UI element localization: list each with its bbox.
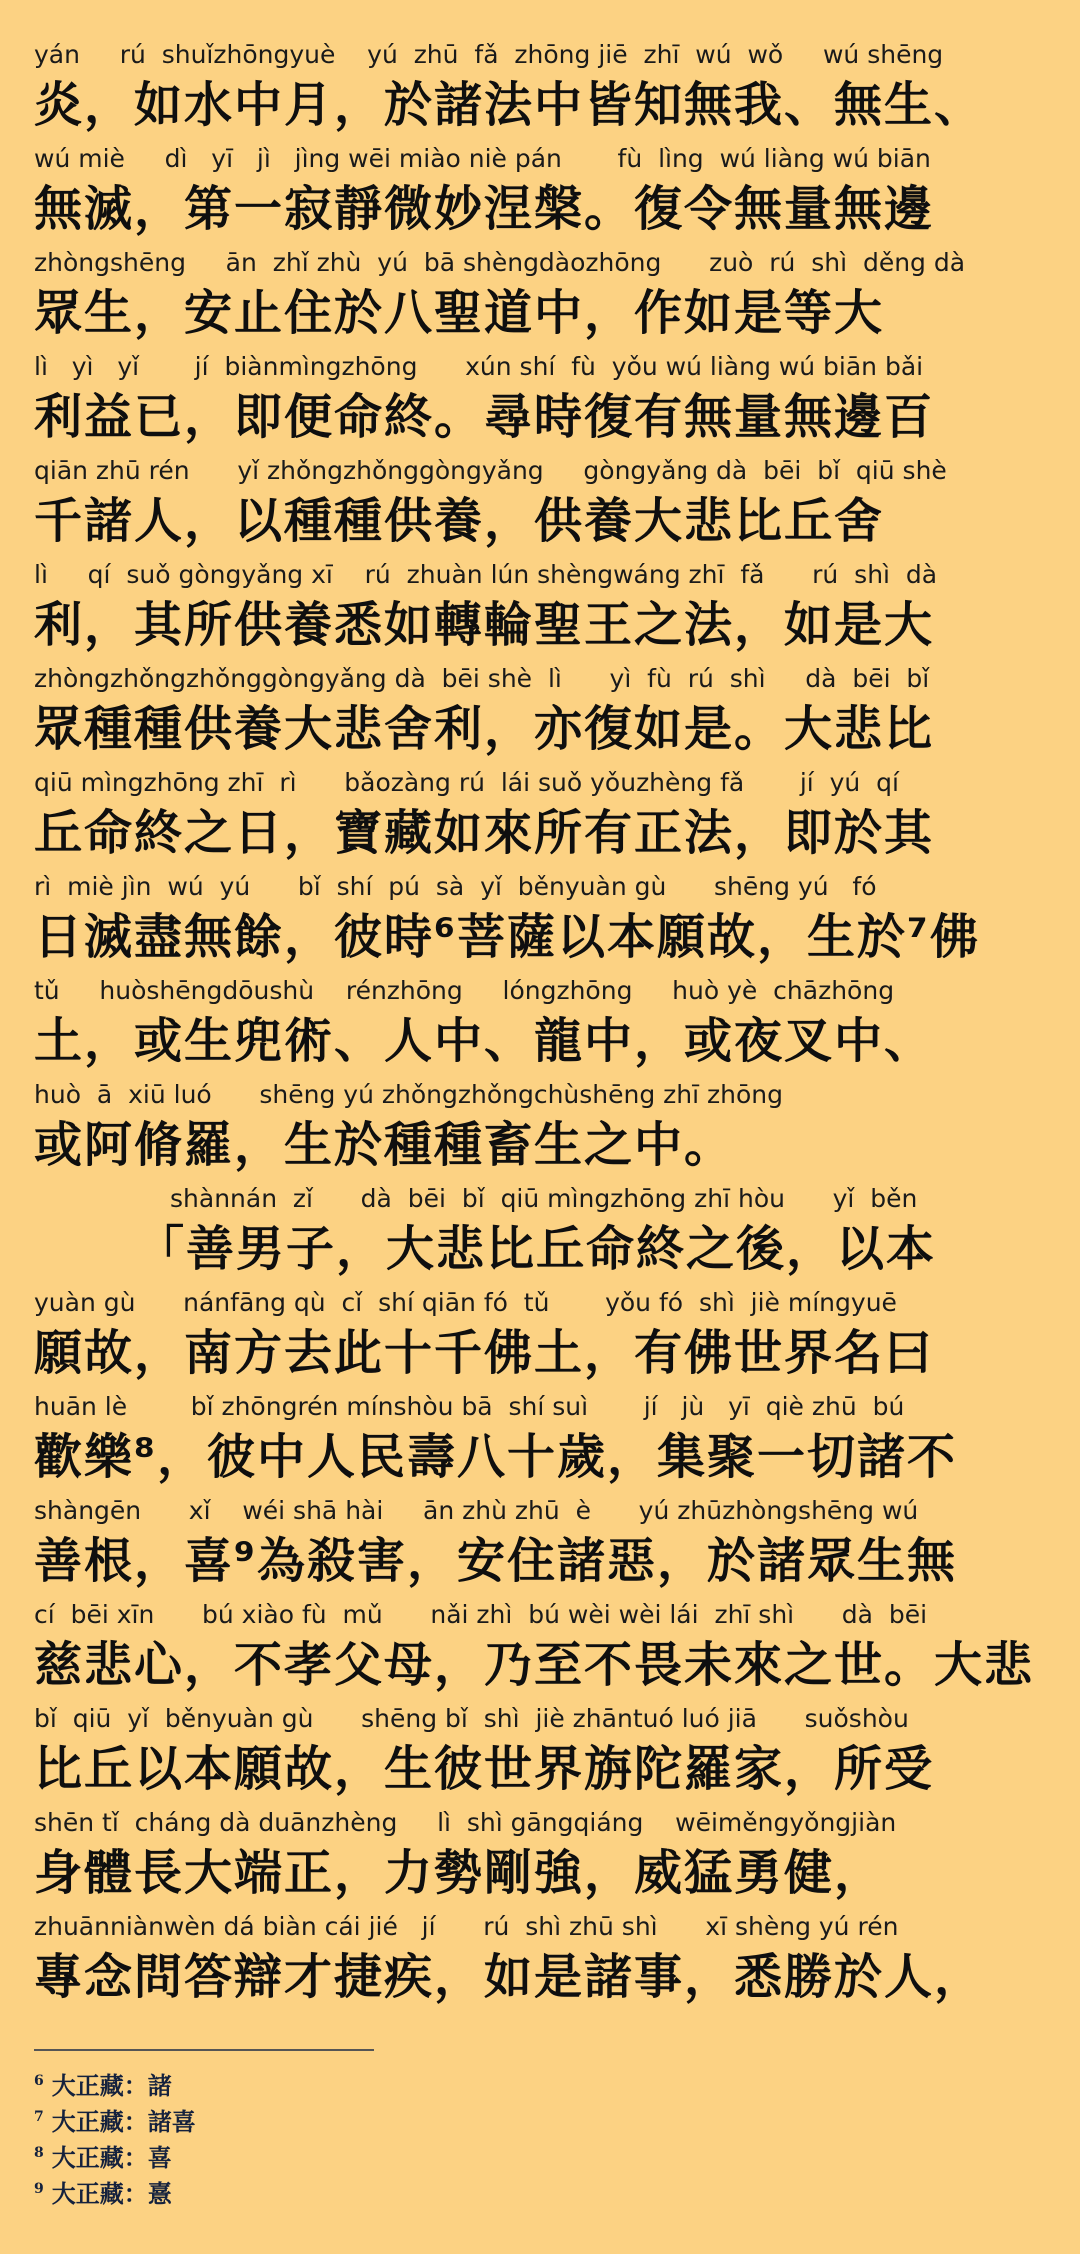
footnote-number: 7 bbox=[34, 2109, 44, 2125]
footnote-7 bbox=[34, 2100, 196, 2134]
text-line-16 bbox=[34, 1598, 1046, 1696]
hanzi-line: 慈悲心，不孝父母，乃至不畏未來之世。大悲 bbox=[34, 1637, 1035, 1693]
footnote-number: 6 bbox=[34, 2073, 44, 2089]
text-line-5 bbox=[34, 454, 1046, 552]
pinyin-line: shàngēn xǐ wéi shā hài ān zhù zhū è yú zhūzhòngshēng wú bbox=[34, 1496, 919, 1525]
hanzi-line: 土，或生兜術、人中、龍中，或夜叉中、 bbox=[34, 1013, 935, 1069]
hanzi-line: 或阿脩羅，生於種種畜生之中。 bbox=[34, 1117, 735, 1173]
pinyin-line: zhòngzhǒngzhǒnggòngyǎng dà bēi shè lì yì fù rú shì dà bēi bǐ bbox=[34, 664, 930, 693]
pinyin-line: shànnán zǐ dà bēi bǐ qiū mìngzhōng zhī hòu yǐ běn bbox=[170, 1184, 918, 1213]
text-line-10 bbox=[34, 974, 1046, 1072]
hanzi-line: 「善男子，大悲比丘命終之後，以本 bbox=[136, 1221, 937, 1277]
hanzi-line: 千諸人，以種種供養，供養大悲比丘舍 bbox=[34, 493, 885, 549]
text-line-9 bbox=[34, 870, 1046, 968]
pinyin-line: qiū mìngzhōng zhī rì bǎozàng rú lái suǒ yǒuzhèng fǎ jí yú qí bbox=[34, 768, 899, 797]
pinyin-line: cí bēi xīn bú xiào fù mǔ nǎi zhì bú wèi wèi lái zhī shì dà bēi bbox=[34, 1600, 928, 1629]
text-line-1 bbox=[34, 38, 1046, 136]
footnote-number: 9 bbox=[34, 2181, 44, 2197]
pinyin-line: qiān zhū rén yǐ zhǒngzhǒnggòngyǎng gòngyǎng dà bēi bǐ qiū shè bbox=[34, 456, 947, 485]
text-line-4 bbox=[34, 350, 1046, 448]
footnote-text: 大正藏：諸 bbox=[51, 2071, 172, 2100]
footnote-text: 大正藏：喜 bbox=[51, 2143, 172, 2172]
text-line-18 bbox=[34, 1806, 1046, 1904]
text-line-2 bbox=[34, 142, 1046, 240]
pinyin-line: yán rú shuǐzhōngyuè yú zhū fǎ zhōng jiē zhī wú wǒ wú shēng bbox=[34, 40, 944, 69]
pinyin-line: zhuānniànwèn dá biàn cái jié jí rú shì zhū shì xī shèng yú rén bbox=[34, 1912, 899, 1941]
footnote-text: 大正藏：憙 bbox=[51, 2179, 172, 2208]
footnote-8 bbox=[34, 2136, 172, 2170]
hanzi-line: 利益已，即便命終。尋時復有無量無邊百 bbox=[34, 389, 935, 445]
pinyin-line: yuàn gù nánfāng qù cǐ shí qiān fó tǔ yǒu fó shì jiè míngyuē bbox=[34, 1288, 897, 1317]
hanzi-line: 利，其所供養悉如轉輪聖王之法，如是大 bbox=[34, 597, 935, 653]
text-line-7 bbox=[34, 662, 1046, 760]
hanzi-line: 眾種種供養大悲舍利，亦復如是。大悲比 bbox=[34, 701, 935, 757]
pinyin-line: rì miè jìn wú yú bǐ shí pú sà yǐ běnyuàn gù shēng yú fó bbox=[34, 872, 877, 901]
footnote-divider bbox=[34, 2049, 374, 2051]
text-line-14 bbox=[34, 1390, 1046, 1488]
text-line-17 bbox=[34, 1702, 1046, 1800]
hanzi-line: 身體長大端正，力勢剛強，威猛勇健， bbox=[34, 1845, 885, 1901]
footnote-6 bbox=[34, 2064, 172, 2098]
pinyin-line: tǔ huòshēngdōushù rénzhōng lóngzhōng huò yè chāzhōng bbox=[34, 976, 895, 1005]
hanzi-line: 炎，如水中月，於諸法中皆知無我、無生、 bbox=[34, 77, 985, 133]
pinyin-line: wú miè dì yī jì jìng wēi miào niè pán fù lìng wú liàng wú biān bbox=[34, 144, 931, 173]
footnote-text: 大正藏：諸喜 bbox=[51, 2107, 196, 2136]
text-line-19 bbox=[34, 1910, 1046, 2008]
hanzi-line: 無滅，第一寂靜微妙涅槃。復令無量無邊 bbox=[34, 181, 935, 237]
pinyin-line: zhòngshēng ān zhǐ zhù yú bā shèngdàozhōng zuò rú shì děng dà bbox=[34, 248, 966, 277]
hanzi-line: 比丘以本願故，生彼世界旃陀羅家，所受 bbox=[34, 1741, 935, 1797]
text-line-6 bbox=[34, 558, 1046, 656]
hanzi-line: 眾生，安止住於八聖道中，作如是等大 bbox=[34, 285, 885, 341]
hanzi-line: 專念問答辯才捷疾，如是諸事，悉勝於人， bbox=[34, 1949, 985, 2005]
footnote-9 bbox=[34, 2172, 172, 2206]
pinyin-line: lì qí suǒ gòngyǎng xī rú zhuàn lún shèngwáng zhī fǎ rú shì dà bbox=[34, 560, 938, 589]
text-line-12 bbox=[34, 1182, 1046, 1280]
pinyin-line: huān lè bǐ zhōngrén mínshòu bā shí suì jí jù yī qiè zhū bú bbox=[34, 1392, 905, 1421]
footnote-number: 8 bbox=[34, 2145, 44, 2161]
hanzi-line: 善根，喜⁹為殺害，安住諸惡，於諸眾生無 bbox=[34, 1533, 958, 1589]
hanzi-line: 願故，南方去此十千佛土，有佛世界名曰 bbox=[34, 1325, 935, 1381]
text-line-11 bbox=[34, 1078, 1046, 1176]
text-line-8 bbox=[34, 766, 1046, 864]
hanzi-line: 日滅盡無餘，彼時⁶菩薩以本願故，生於⁷佛 bbox=[34, 909, 981, 965]
pinyin-line: bǐ qiū yǐ běnyuàn gù shēng bǐ shì jiè zhāntuó luó jiā suǒshòu bbox=[34, 1704, 909, 1733]
pinyin-line: lì yì yǐ jí biànmìngzhōng xún shí fù yǒu wú liàng wú biān bǎi bbox=[34, 352, 924, 381]
text-line-15 bbox=[34, 1494, 1046, 1592]
hanzi-line: 歡樂⁸，彼中人民壽八十歲，集聚一切諸不 bbox=[34, 1429, 958, 1485]
hanzi-line: 丘命終之日，寶藏如來所有正法，即於其 bbox=[34, 805, 935, 861]
pinyin-line: shēn tǐ cháng dà duānzhèng lì shì gāngqiáng wēiměngyǒngjiàn bbox=[34, 1808, 897, 1837]
text-line-3 bbox=[34, 246, 1046, 344]
text-line-13 bbox=[34, 1286, 1046, 1384]
pinyin-line: huò ā xiū luó shēng yú zhǒngzhǒngchùshēng zhī zhōng bbox=[34, 1080, 784, 1109]
